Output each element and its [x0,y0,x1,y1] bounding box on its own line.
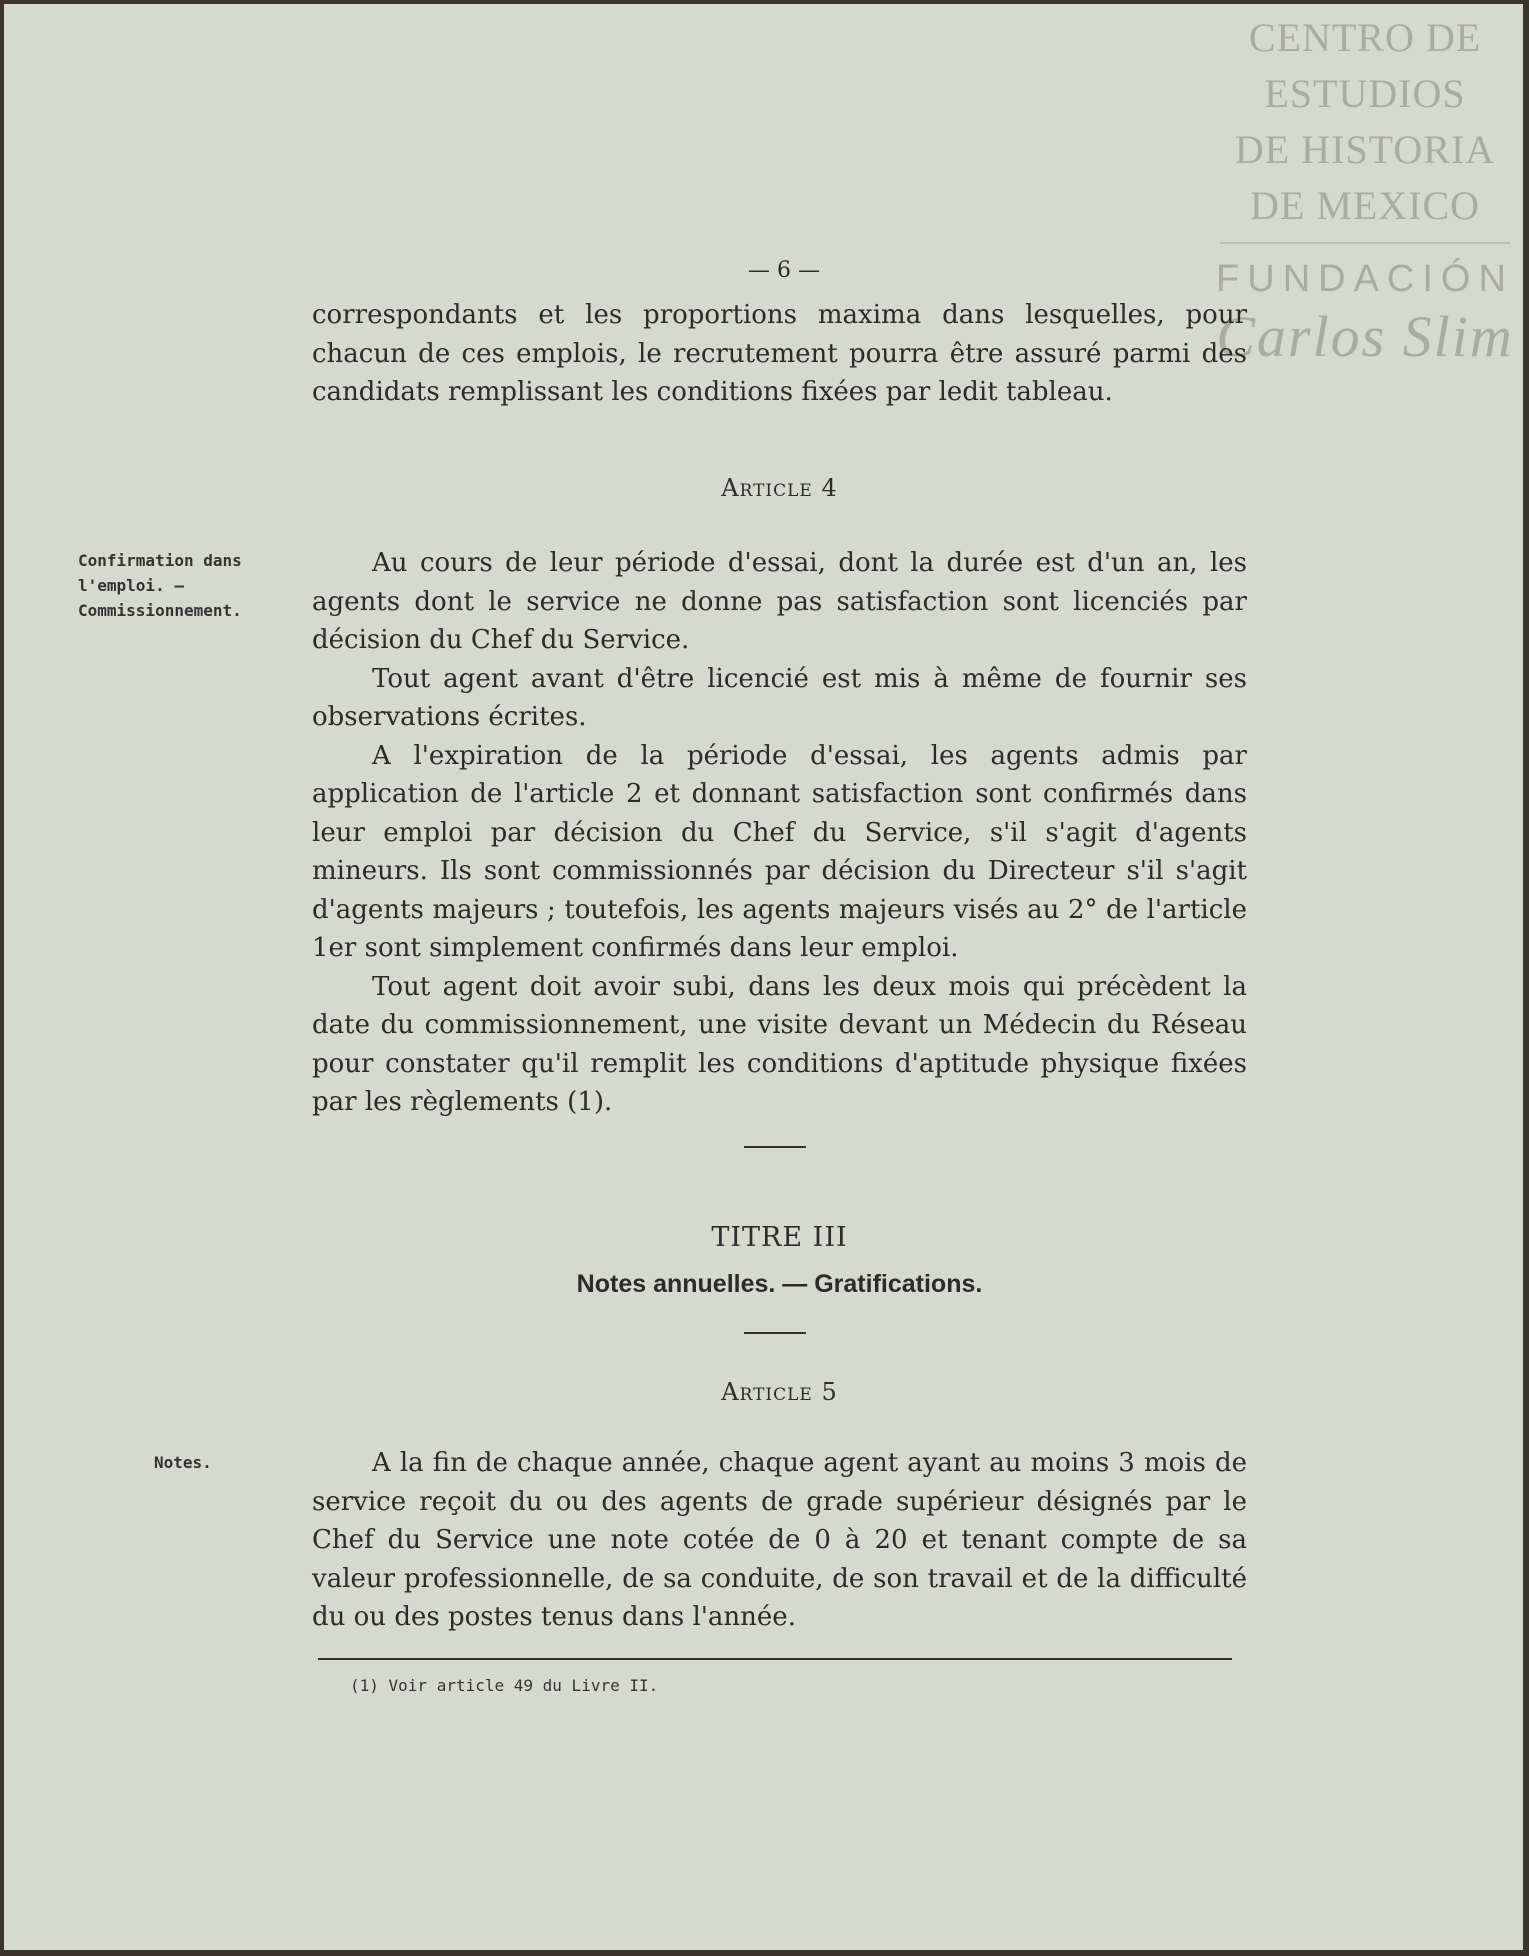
watermark-line-2: ESTUDIOS [1264,71,1466,116]
margin-note-confirmation: Confirmation dans l'emploi. — Commissionnement. [78,551,242,620]
section-divider-top [744,1146,806,1148]
page-number: — 6 — [748,258,820,283]
intro-paragraph-block [312,296,1247,412]
article-5-body [312,1444,1247,1637]
titre-iii-subtitle: Notes annuelles. — Gratifications. [576,1270,983,1298]
article-4-paragraph-4: Tout agent doit avoir subi, dans les deux mois qui précèdent la date du commissionnement, une visite devant un Médecin du Réseau pour constater qu'il remplit les conditions d'aptitude physique fixées par les règlements (1). [312,971,1247,1117]
article-4-paragraph-2: Tout agent avant d'être licencié est mis à même de fournir ses observations écrites. [312,663,1247,732]
section-divider-bottom [744,1332,806,1334]
intro-paragraph: correspondants et les proportions maxima dans lesquelles, pour chacun de ces emplois, le recrutement pourra être assuré parmi des candidats remplissant les conditions fixées par ledit tableau. [312,300,1247,407]
article-4-paragraph-3: A l'expiration de la période d'essai, les agents admis par application de l'article 2 et donnant satisfaction sont confirmés dans leur emploi par décision du Chef du Service, s'il s'agit d'agents mineurs. Ils sont commissionnés par décision du Directeur s'il s'agit d'agents majeurs ; toutefois, les agents majeurs visés au 2° de l'article 1er sont simplement confirmés dans leur emploi. [312,740,1247,963]
watermark-line-1: CENTRO DE [1248,15,1482,60]
watermark-divider [1220,242,1510,244]
watermark-fundacion: FUNDACIÓN [1216,258,1514,300]
footnote-rule [318,1658,1232,1660]
article-4-paragraph-1: Au cours de leur période d'essai, dont la durée est d'un an, les agents dont le service ne donne pas satisfaction sont licenciés par décision du Chef du Service. [312,548,1247,655]
titre-iii-title: TITRE III [711,1222,848,1253]
article-5-paragraph-1: A la fin de chaque année, chaque agent ayant au moins 3 mois de service reçoit du ou des agents de grade supérieur désignés par le Chef du Service une note cotée de 0 à 20 et tenant compte de sa valeur professionnelle, de sa conduite, de son travail et de la difficulté du ou des postes tenus dans l'année. [312,1448,1247,1632]
margin-note-notes: Notes. [154,1453,212,1472]
watermark-line-4: DE MEXICO [1249,183,1481,228]
article-4-body [312,544,1247,1122]
article-5-heading: Article 5 [721,1378,838,1406]
archive-watermark [1215,10,1515,368]
footnote: (1) Voir article 49 du Livre II. [350,1676,659,1695]
watermark-signature: Carlos Slim [1216,304,1514,369]
watermark-line-3: DE HISTORIA [1234,127,1496,172]
article-4-heading: Article 4 [721,474,838,502]
